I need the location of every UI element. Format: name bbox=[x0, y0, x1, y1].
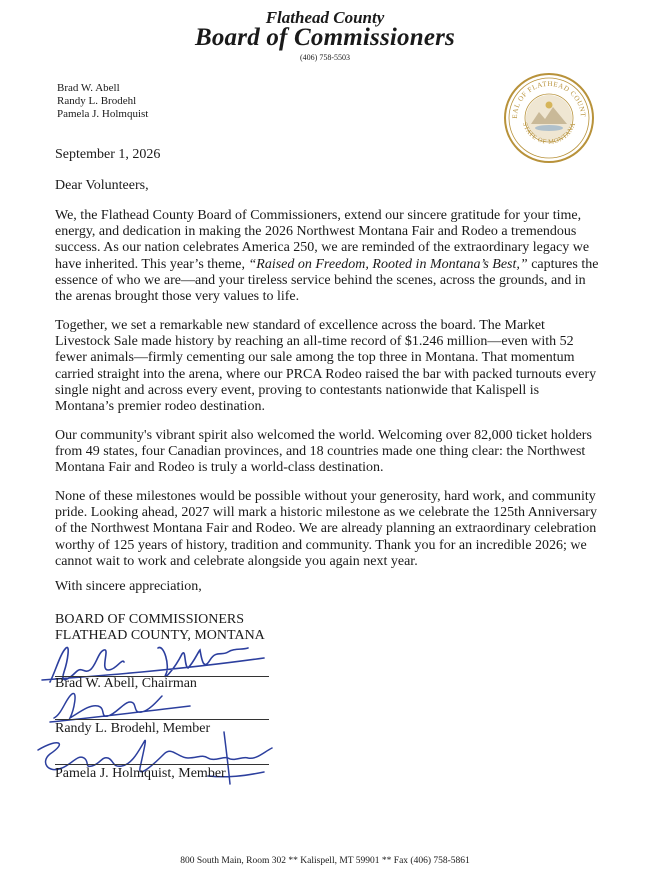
paragraph-records: Together, we set a remarkable new standard of excellence across the board. The Market Livestock Sale made history by reaching an all-time record of $1.246 million—even with 52 fewer animals—firmly cementing our sale among the top three in Montana. That momentum carried straight into the arena, where our PRCA Rodeo raised the bar with packed turnouts every single night and across every event, proving to contestants nationwide that Kalispell is Montana’s premier rodeo destination. bbox=[55, 318, 597, 415]
board-title: Board of Commissioners bbox=[194, 24, 455, 51]
commissioner-name: Pamela J. Holmquist bbox=[57, 108, 149, 120]
seal-outer-text: EAL OF FLATHEAD COUNT bbox=[510, 79, 588, 119]
signer-holmquist: Pamela J. Holmquist, Member bbox=[55, 766, 226, 781]
board-county-line: FLATHEAD COUNTY, MONTANA bbox=[55, 628, 265, 643]
commissioner-name: Randy L. Brodehl bbox=[57, 95, 137, 107]
fair-theme: “Raised on Freedom, Rooted in Montana’s Best,” bbox=[248, 256, 528, 272]
letter-date: September 1, 2026 bbox=[55, 147, 161, 162]
footer-address: 800 South Main, Room 302 ** Kalispell, MT 59901 ** Fax (406) 758-5861 bbox=[180, 856, 470, 866]
paragraph-text: captures the essence of who we are—and your tireless service behind the scenes, across the grounds, and in the arenas brought those very values to life. bbox=[55, 256, 599, 305]
signature-line bbox=[55, 719, 269, 720]
commissioner-list bbox=[57, 82, 148, 121]
signer-abell: Brad W. Abell, Chairman bbox=[55, 676, 197, 691]
commissioner-name: Brad W. Abell bbox=[57, 82, 120, 94]
paragraph-looking-ahead: None of these milestones would be possible without your generosity, hard work, and community pride. Looking ahead, 2027 will mark a historic milestone as we celebrate the 125th Anniversary of the Northwest Montana Fair and Rodeo. We are already planning an extraordinary celebration worthy of 125 years of history, tradition and community. Thank you for an incredible 2026; we cannot wait to work and celebrate alongside you again next year. bbox=[55, 489, 597, 569]
salutation: Dear Volunteers, bbox=[55, 178, 149, 193]
board-line: BOARD OF COMMISSIONERS bbox=[55, 612, 245, 627]
signer-brodehl: Randy L. Brodehl, Member bbox=[55, 721, 211, 736]
paragraph-gratitude bbox=[55, 208, 600, 305]
seal-inner-text: STATE OF MONTANA bbox=[520, 121, 578, 146]
county-name: Flathead County bbox=[265, 8, 385, 27]
closing: With sincere appreciation, bbox=[55, 579, 202, 594]
signature-line bbox=[55, 764, 269, 765]
county-seal-icon bbox=[503, 72, 595, 164]
paragraph-text: We, the Flathead County Board of Commissioners, extend our sincere gratitude for your time, energy, and dedication in making the 2026 Northwest Montana Fair and Rodeo a tremendous success. As our nation celebrates America 250, we are reminded of the extraordinary legacy we have inherited. This year’s theme, bbox=[55, 208, 590, 272]
phone-number: (406) 758-5503 bbox=[300, 53, 350, 62]
paragraph-community: Our community's vibrant spirit also welcomed the world. Welcoming over 82,000 ticket holders from 49 states, four Canadian provinces, and 18 countries made one thing clear: the Northwest Montana Fair and Rodeo is truly a world-class destination. bbox=[55, 428, 592, 476]
